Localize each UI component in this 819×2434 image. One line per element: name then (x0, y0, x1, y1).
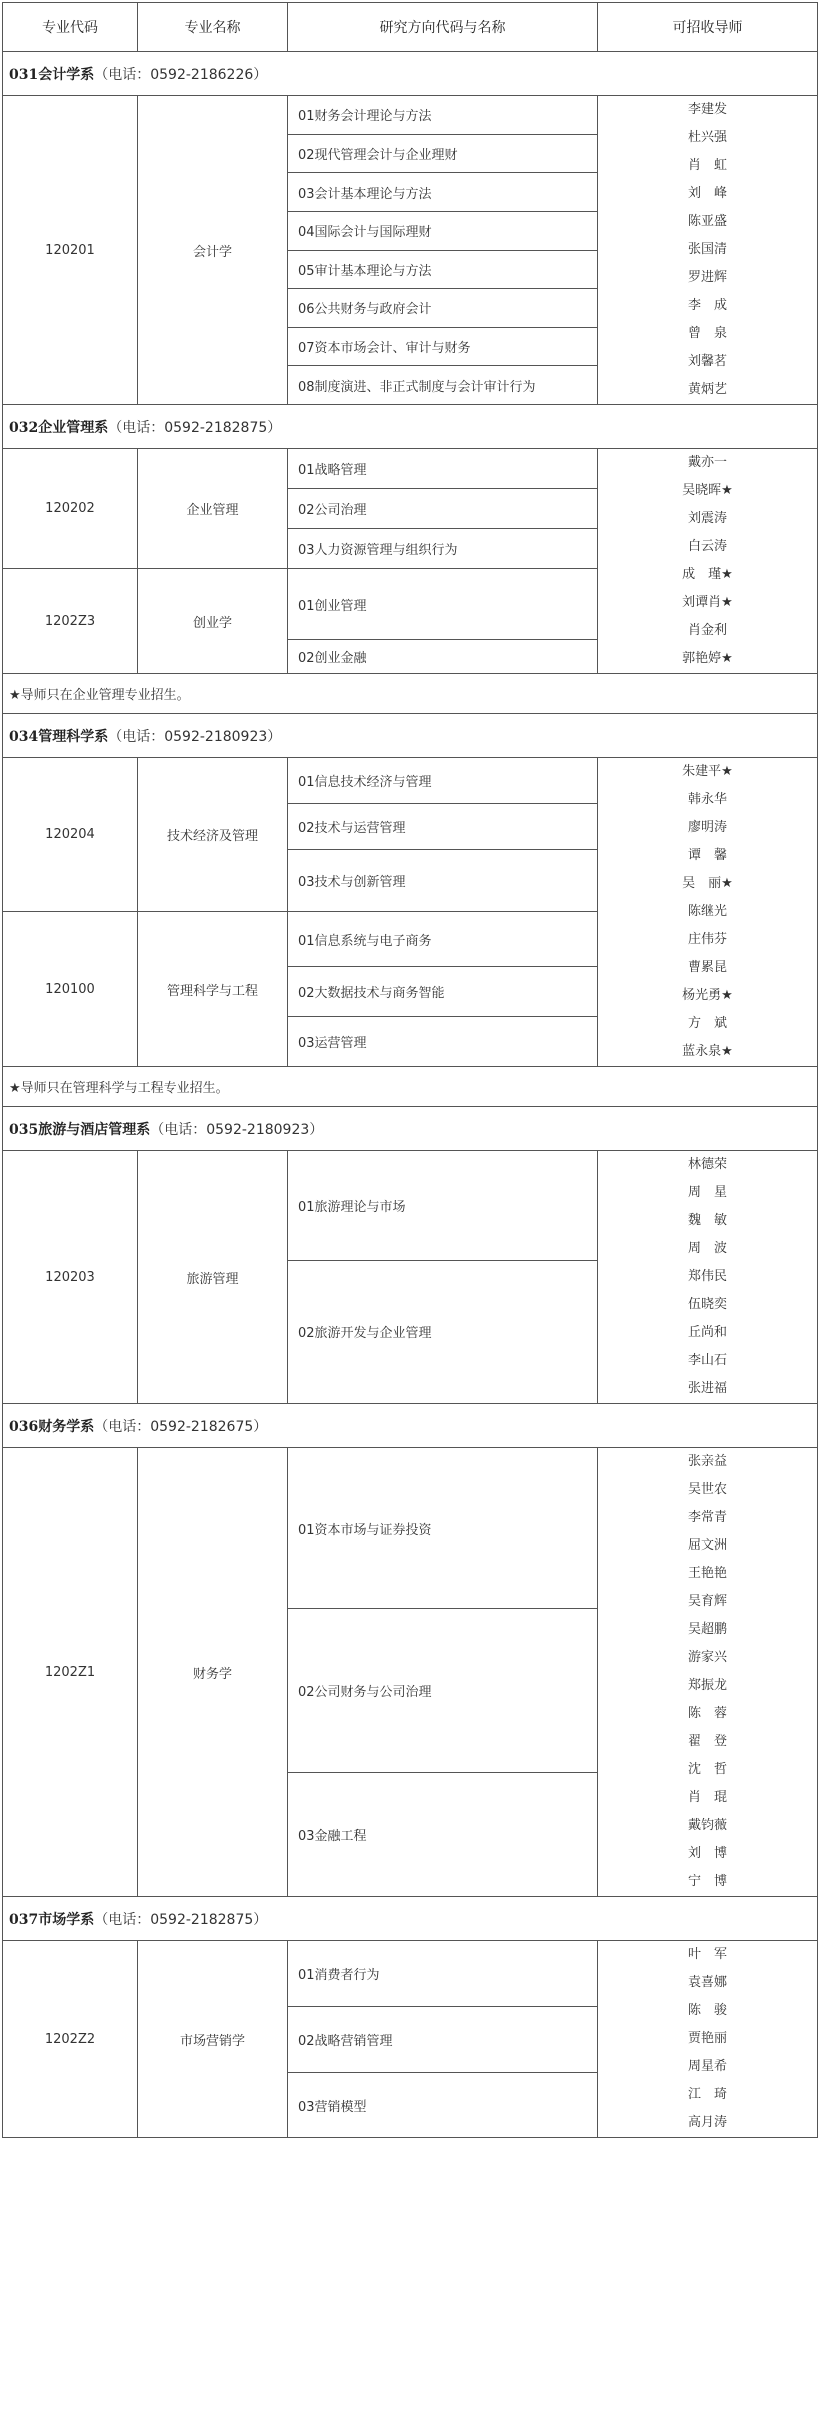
advisor-name: 刘谭肖★ (682, 595, 733, 610)
advisor-name: 吴世农 (687, 1482, 727, 1497)
advisor-name: 陈 骏 (687, 2003, 727, 2018)
dept-title: 036财务学系 (9, 1418, 95, 1435)
advisor-name: 刘 峰 (687, 186, 727, 201)
advisor-list-cell (598, 96, 818, 405)
advisor-name: 翟 登 (687, 1734, 727, 1749)
advisor-name: 杜兴强 (687, 130, 727, 145)
dept-header (3, 405, 818, 449)
research-direction: 03会计基本理论与方法 (288, 173, 598, 212)
dept-note: ★导师只在企业管理专业招生。 (3, 674, 818, 714)
advisor-name: 吴育辉 (687, 1594, 727, 1609)
major-name: 旅游管理 (138, 1151, 288, 1404)
dept-phone: （电话：0592-2186226） (94, 66, 268, 83)
advisor-name: 白云涛 (687, 539, 727, 554)
advisor-name: 魏 敏 (687, 1213, 727, 1228)
research-direction: 01信息系统与电子商务 (288, 912, 598, 967)
advisor-name: 陈继光 (687, 904, 727, 919)
advisor-name: 陈亚盛 (687, 214, 727, 229)
major-code: 120201 (3, 96, 138, 405)
advisor-name: 周 波 (687, 1241, 727, 1256)
advisor-name: 周 星 (687, 1185, 727, 1200)
advisor-name: 戴亦一 (687, 455, 727, 470)
advisor-name: 戴钧薇 (687, 1818, 727, 1833)
dept-header-row (3, 1404, 818, 1448)
dept-header (3, 1404, 818, 1448)
research-direction: 02公司治理 (288, 489, 598, 529)
research-direction: 01消费者行为 (288, 1941, 598, 2007)
dept-header-row (3, 1897, 818, 1941)
major-code: 1202Z1 (3, 1448, 138, 1897)
research-direction: 03运营管理 (288, 1017, 598, 1067)
advisor-name: 肖 琨 (687, 1790, 727, 1805)
dept-header-row (3, 52, 818, 96)
dept-header-row (3, 405, 818, 449)
research-direction: 02技术与运营管理 (288, 804, 598, 850)
advisor-name: 杨光勇★ (682, 988, 733, 1003)
direction-row (3, 1151, 818, 1261)
direction-row (3, 1448, 818, 1609)
major-code: 120100 (3, 912, 138, 1067)
advisor-name: 韩永华 (687, 792, 727, 807)
advisor-name: 郭艳婷★ (682, 651, 733, 666)
dept-title: 032企业管理系 (9, 419, 109, 436)
research-direction: 01战略管理 (288, 449, 598, 489)
advisor-name: 江 琦 (687, 2087, 727, 2102)
advisor-name: 叶 军 (687, 1947, 727, 1962)
major-name: 管理科学与工程 (138, 912, 288, 1067)
header-direction: 研究方向代码与名称 (288, 3, 598, 52)
advisor-list (598, 1448, 817, 1896)
advisor-name: 曹累昆 (687, 960, 727, 975)
advisor-name: 肖 虹 (687, 158, 727, 173)
dept-note: ★导师只在管理科学与工程专业招生。 (3, 1067, 818, 1107)
advisor-name: 黄炳艺 (687, 382, 727, 397)
advisor-name: 林德荣 (687, 1157, 727, 1172)
advisor-list-cell (598, 1448, 818, 1897)
advisor-list (598, 449, 817, 673)
research-direction: 03人力资源管理与组织行为 (288, 529, 598, 569)
major-name: 创业学 (138, 569, 288, 674)
advisor-name: 宁 博 (687, 1874, 727, 1889)
dept-title: 037市场学系 (9, 1911, 95, 1928)
dept-header (3, 1107, 818, 1151)
research-direction: 02创业金融 (288, 640, 598, 674)
admissions-table (2, 2, 818, 2138)
direction-row (3, 758, 818, 804)
advisor-name: 张亲益 (687, 1454, 727, 1469)
research-direction: 01资本市场与证券投资 (288, 1448, 598, 1609)
advisor-list (598, 758, 817, 1066)
major-code: 120202 (3, 449, 138, 569)
major-name: 技术经济及管理 (138, 758, 288, 912)
advisor-name: 屈文洲 (687, 1538, 727, 1553)
advisor-name: 游家兴 (687, 1650, 727, 1665)
research-direction: 01财务会计理论与方法 (288, 96, 598, 135)
header-major-name: 专业名称 (138, 3, 288, 52)
advisor-name: 罗进辉 (687, 270, 727, 285)
advisor-list-cell (598, 758, 818, 1067)
advisor-name: 肖金利 (687, 623, 727, 638)
advisor-name: 李山石 (687, 1353, 727, 1368)
advisor-name: 郑伟民 (687, 1269, 727, 1284)
advisor-list-cell (598, 1151, 818, 1404)
dept-phone: （电话：0592-2180923） (108, 728, 282, 745)
dept-phone: （电话：0592-2180923） (150, 1121, 324, 1138)
dept-phone: （电话：0592-2182875） (108, 419, 282, 436)
advisor-name: 刘震涛 (687, 511, 727, 526)
advisor-name: 朱建平★ (682, 764, 733, 779)
research-direction: 04国际会计与国际理财 (288, 211, 598, 250)
advisor-name: 丘尚和 (687, 1325, 727, 1340)
advisor-name: 吴超鹏 (687, 1622, 727, 1637)
research-direction: 03技术与创新管理 (288, 850, 598, 912)
direction-row (3, 96, 818, 135)
note-row (3, 674, 818, 714)
advisor-name: 张国清 (687, 242, 727, 257)
advisor-name: 袁喜娜 (687, 1975, 727, 1990)
advisor-list-cell (598, 449, 818, 674)
advisor-list (598, 96, 817, 404)
dept-phone: （电话：0592-2182675） (94, 1418, 268, 1435)
major-name: 企业管理 (138, 449, 288, 569)
advisor-name: 李常青 (687, 1510, 727, 1525)
advisor-name: 方 斌 (687, 1016, 727, 1031)
research-direction: 02大数据技术与商务智能 (288, 967, 598, 1017)
advisor-name: 伍晓奕 (687, 1297, 727, 1312)
major-code: 1202Z3 (3, 569, 138, 674)
advisor-name: 周星希 (687, 2059, 727, 2074)
note-row (3, 1067, 818, 1107)
advisor-name: 王艳艳 (687, 1566, 727, 1581)
advisor-name: 刘馨茗 (687, 354, 727, 369)
advisor-name: 郑振龙 (687, 1678, 727, 1693)
header-row (3, 3, 818, 52)
advisor-name: 张进福 (687, 1381, 727, 1396)
advisor-list (598, 1151, 817, 1403)
advisor-name: 谭 馨 (687, 848, 727, 863)
major-name: 市场营销学 (138, 1941, 288, 2138)
advisor-name: 李建发 (687, 102, 727, 117)
advisor-name: 陈 蓉 (687, 1706, 727, 1721)
major-code: 120204 (3, 758, 138, 912)
dept-header (3, 1897, 818, 1941)
dept-title: 031会计学系 (9, 66, 95, 83)
advisor-name: 曾 泉 (687, 326, 727, 341)
advisor-name: 吴 丽★ (682, 876, 733, 891)
advisor-name: 沈 哲 (687, 1762, 727, 1777)
research-direction: 02现代管理会计与企业理财 (288, 134, 598, 173)
research-direction: 05审计基本理论与方法 (288, 250, 598, 289)
research-direction: 03营销模型 (288, 2073, 598, 2138)
advisor-name: 成 瑾★ (682, 567, 733, 582)
research-direction: 07资本市场会计、审计与财务 (288, 327, 598, 366)
advisor-name: 蓝永泉★ (682, 1044, 733, 1059)
research-direction: 01创业管理 (288, 569, 598, 640)
advisor-name: 贾艳丽 (687, 2031, 727, 2046)
dept-title: 034管理科学系 (9, 728, 109, 745)
dept-header (3, 714, 818, 758)
major-code: 120203 (3, 1151, 138, 1404)
research-direction: 02旅游开发与企业管理 (288, 1260, 598, 1403)
header-advisors: 可招收导师 (598, 3, 818, 52)
advisor-list-cell (598, 1941, 818, 2138)
advisor-name: 庄伟芬 (687, 932, 727, 947)
research-direction: 01信息技术经济与管理 (288, 758, 598, 804)
advisor-name: 廖明涛 (687, 820, 727, 835)
advisor-name: 吴晓晖★ (682, 483, 733, 498)
advisor-name: 李 成 (687, 298, 727, 313)
dept-phone: （电话：0592-2182875） (94, 1911, 268, 1928)
research-direction: 01旅游理论与市场 (288, 1151, 598, 1261)
dept-header-row (3, 714, 818, 758)
advisor-name: 高月涛 (687, 2115, 727, 2130)
dept-header (3, 52, 818, 96)
research-direction: 06公共财务与政府会计 (288, 289, 598, 328)
research-direction: 02战略营销管理 (288, 2007, 598, 2073)
major-code: 1202Z2 (3, 1941, 138, 2138)
research-direction: 02公司财务与公司治理 (288, 1609, 598, 1773)
research-direction: 03金融工程 (288, 1773, 598, 1897)
research-direction: 08制度演进、非正式制度与会计审计行为 (288, 366, 598, 405)
header-major-code: 专业代码 (3, 3, 138, 52)
major-name: 财务学 (138, 1448, 288, 1897)
direction-row (3, 1941, 818, 2007)
dept-title: 035旅游与酒店管理系 (9, 1121, 151, 1138)
advisor-list (598, 1941, 817, 2137)
major-name: 会计学 (138, 96, 288, 405)
direction-row (3, 449, 818, 489)
dept-header-row (3, 1107, 818, 1151)
advisor-name: 刘 博 (687, 1846, 727, 1861)
